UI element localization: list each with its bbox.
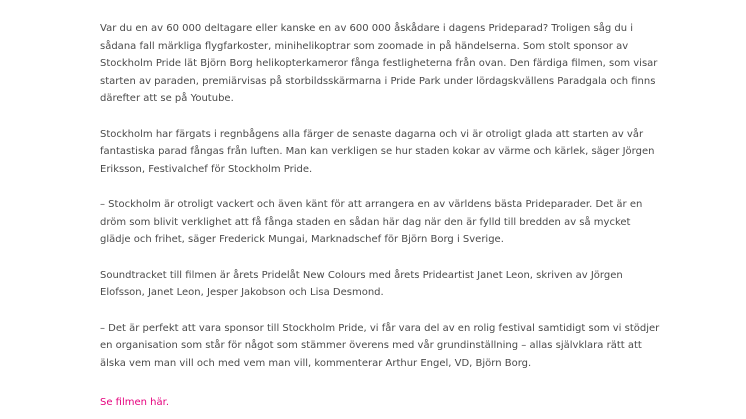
paragraph-intro: Var du en av 60 000 deltagare eller kanske en av 600 000 åskådare i dagens Prideparad? Troligen såg du i sådana fall märkliga flygfarkoster, minihelikoptrar som zoomade in på händelserna. Som stolt sponsor av Stockholm Pride lät Björn Borg helikopterkameror fånga festligheterna från ovan. Den färdiga filmen, som visar starten av paraden, premiärvisas på storbildsskärmarna i Pride Park under lördagskvällens Paradgala och finns därefter att se på Youtube. (100, 23, 658, 104)
paragraph-soundtrack: Soundtracket till filmen är årets Pridelåt New Colours med årets Prideartist Janet Leon, skriven av Jörgen Elofsson, Janet Leon, Jesper Jakobson och Lisa Desmond. (100, 269, 623, 298)
paragraph-quote-ceo: – Det är perfekt att vara sponsor till Stockholm Pride, vi får vara del av en rolig festival samtidigt som vi stödjer en organisation som står för något som stämmer överens med vår grundinställning – allas självklara rätt att älska vem man vill och med vem man vill, kommenterar Arthur Engel, VD, Björn Borg. (100, 322, 660, 369)
article-body (100, 20, 660, 412)
watch-film-link[interactable]: Se filmen här. (100, 397, 170, 408)
paragraph-quote-marketing-chief: – Stockholm är otroligt vackert och även känt för att arrangera en av världens bästa Prideparader. Det är en dröm som blivit verklighet att få fånga staden en sådan här dag när den är fylld till bredden av så mycket glädje och frihet, säger Frederick Mungai, Marknadschef för Björn Borg i Sverige. (100, 199, 643, 245)
paragraph-quote-festival-chief: Stockholm har färgats i regnbågens alla färger de senaste dagarna och vi är otroligt glada att starten av vår fantastiska parad fångas från luften. Man kan verkligen se hur staden kokar av värme och kärlek, säger Jörgen Eriksson, Festivalchef för Stockholm Pride. (100, 128, 655, 175)
